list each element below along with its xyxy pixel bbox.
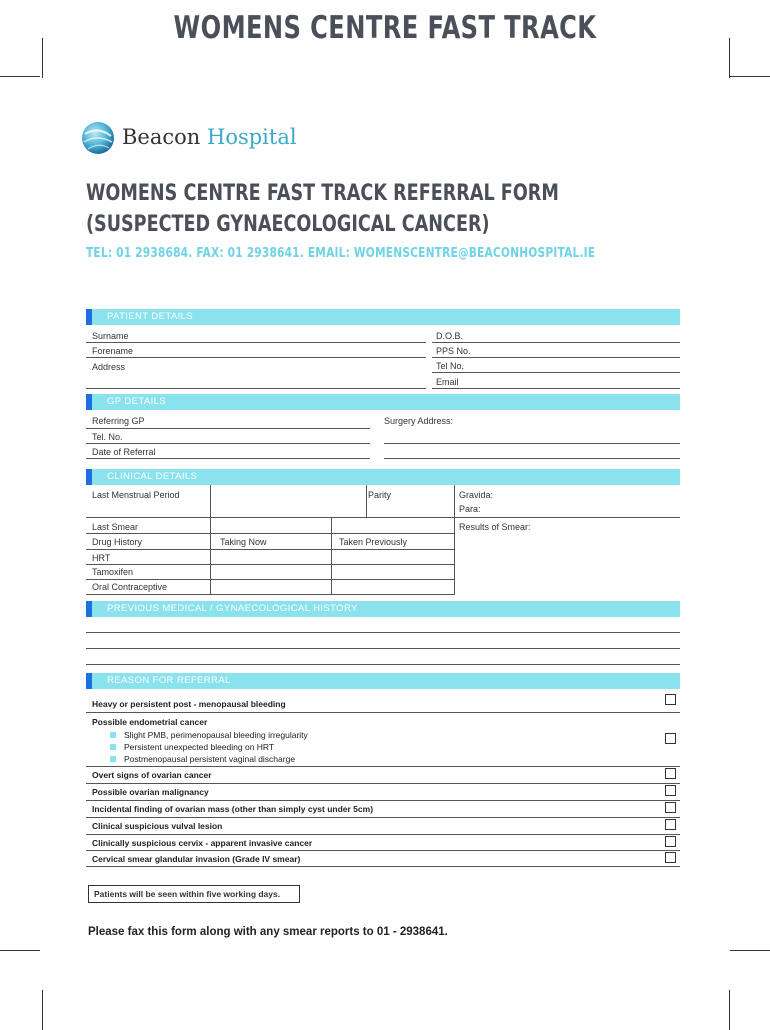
crop-mark — [42, 38, 43, 78]
divider — [86, 783, 680, 784]
reason-subitem-text: Persistent unexpected bleeding on HRT — [124, 742, 275, 752]
section-marker — [86, 394, 92, 410]
bullet-icon — [110, 732, 116, 738]
beacon-hospital-logo — [80, 120, 300, 156]
bullet-icon — [110, 756, 116, 762]
section-heading: GP DETAILS — [107, 396, 167, 407]
section-marker — [86, 673, 92, 689]
reason-checkbox-3[interactable] — [665, 768, 676, 779]
crop-mark — [0, 76, 40, 77]
crop-mark — [729, 38, 730, 78]
reason-checkbox-7[interactable] — [665, 836, 676, 847]
reason-checkbox-2[interactable] — [665, 733, 676, 744]
email-label: Email — [436, 377, 459, 387]
para-label: Para: — [459, 504, 481, 514]
reason-checkbox-5[interactable] — [665, 802, 676, 813]
gravida-label: Gravida: — [459, 490, 494, 500]
hrt-label: HRT — [92, 553, 111, 563]
reason-item-7: Clinically suspicious cervix - apparent invasive cancer — [92, 838, 313, 848]
section-reason-for-referral — [86, 673, 680, 689]
divider — [86, 766, 680, 767]
section-marker — [86, 601, 92, 617]
bullet-icon — [110, 744, 116, 750]
globe-icon — [80, 120, 116, 156]
reason-item-4: Possible ovarian malignancy — [92, 787, 209, 797]
reason-subitem-text: Postmenopausal persistent vaginal discharge — [124, 754, 296, 764]
divider — [86, 800, 680, 801]
results-of-smear-label: Results of Smear: — [459, 522, 531, 532]
section-marker — [86, 309, 92, 325]
contact-line: TEL: 01 2938684. FAX: 01 2938641. EMAIL: WOMENSCENTRE@BEACONHOSPITAL.IE — [86, 246, 596, 261]
lmp-label: Last Menstrual Period — [92, 490, 180, 500]
date-of-referral-line[interactable] — [86, 458, 370, 459]
surgery-address-line-2[interactable] — [384, 458, 680, 459]
section-heading: CLINICAL DETAILS — [107, 471, 198, 482]
grid-line — [86, 579, 454, 580]
gp-tel-line[interactable] — [86, 443, 370, 444]
section-heading: PREVIOUS MEDICAL / GYNAECOLOGICAL HISTORY — [107, 603, 358, 614]
divider — [86, 817, 680, 818]
date-of-referral-label: Date of Referral — [92, 447, 156, 457]
fax-instruction: Please fax this form along with any smear reports to 01 - 2938641. — [88, 926, 448, 938]
grid-line — [86, 594, 454, 595]
forename-line[interactable] — [86, 357, 426, 358]
logo-wordmark — [122, 125, 297, 149]
section-marker — [86, 469, 92, 485]
reason-checkbox-6[interactable] — [665, 819, 676, 830]
drug-history-label: Drug History — [92, 537, 143, 547]
email-line[interactable] — [432, 388, 680, 389]
grid-line — [86, 517, 454, 518]
reason-subitem — [110, 730, 308, 740]
section-heading: PATIENT DETAILS — [107, 311, 194, 322]
surgery-address-line[interactable] — [384, 443, 680, 444]
surname-label: Surname — [92, 331, 129, 341]
divider — [86, 712, 680, 713]
dob-label: D.O.B. — [436, 331, 464, 341]
section-clinical-details — [86, 469, 680, 485]
reason-item-6: Clinical suspicious vulval lesion — [92, 821, 223, 831]
reason-subitem-text: Slight PMB, perimenopausal bleeding irregularity — [124, 730, 308, 740]
taken-previously-label: Taken Previously — [339, 537, 408, 547]
reason-checkbox-4[interactable] — [665, 785, 676, 796]
reason-subitem — [110, 754, 295, 764]
gp-tel-label: Tel. No. — [92, 432, 123, 442]
surname-line[interactable] — [86, 342, 426, 343]
logo-word-beacon: Beacon — [122, 125, 201, 149]
reason-item-3: Overt signs of ovarian cancer — [92, 770, 212, 780]
logo-word-hospital: Hospital — [207, 125, 297, 149]
surgery-address-label: Surgery Address: — [384, 416, 454, 426]
grid-line — [454, 517, 680, 518]
form-title-line2: (SUSPECTED GYNAECOLOGICAL CANCER) — [86, 212, 490, 237]
divider — [86, 850, 680, 851]
tamoxifen-label: Tamoxifen — [92, 567, 134, 577]
section-previous-history — [86, 601, 680, 617]
referring-gp-line[interactable] — [86, 428, 370, 429]
reason-checkbox-8[interactable] — [665, 852, 676, 863]
address-line[interactable] — [86, 388, 426, 389]
reason-item-5: Incidental finding of ovarian mass (other than simply cyst under 5cm) — [92, 804, 374, 814]
history-line-3[interactable] — [86, 664, 680, 665]
reason-item-1: Heavy or persistent post - menopausal bleeding — [92, 699, 286, 709]
crop-mark — [730, 950, 770, 951]
crop-mark — [730, 76, 770, 77]
forename-label: Forename — [92, 346, 134, 356]
taking-now-label: Taking Now — [220, 537, 267, 547]
section-heading: REASON FOR REFERRAL — [107, 675, 231, 686]
pps-label: PPS No. — [436, 346, 471, 356]
tel-line[interactable] — [432, 372, 680, 373]
parity-label: Parity — [368, 490, 392, 500]
divider — [86, 834, 680, 835]
notice-box: Patients will be seen within five working days. — [88, 885, 300, 903]
last-smear-label: Last Smear — [92, 522, 139, 532]
grid-line — [86, 549, 454, 550]
reason-item-8: Cervical smear glandular invasion (Grade IV smear) — [92, 854, 301, 864]
form-title — [86, 178, 559, 240]
address-label: Address — [92, 362, 126, 372]
grid-line — [454, 485, 455, 595]
section-patient-details — [86, 309, 680, 325]
referring-gp-label: Referring GP — [92, 416, 145, 426]
oral-contraceptive-label: Oral Contraceptive — [92, 582, 168, 592]
form-title-line1: WOMENS CENTRE FAST TRACK REFERRAL FORM — [86, 181, 559, 206]
reason-item-2: Possible endometrial cancer — [92, 717, 208, 727]
grid-line — [366, 485, 367, 517]
page-title: WOMENS CENTRE FAST TRACK — [173, 10, 597, 46]
grid-line — [331, 517, 332, 595]
crop-mark — [729, 990, 730, 1030]
dob-line[interactable] — [432, 342, 680, 343]
pps-line[interactable] — [432, 357, 680, 358]
crop-mark — [42, 990, 43, 1030]
reason-checkbox-1[interactable] — [665, 694, 676, 705]
section-gp-details — [86, 394, 680, 410]
crop-mark — [0, 950, 40, 951]
grid-line — [86, 533, 454, 534]
history-line-2[interactable] — [86, 648, 680, 649]
reason-subitem — [110, 742, 274, 752]
history-line-1[interactable] — [86, 632, 680, 633]
tel-label: Tel No. — [436, 361, 465, 371]
grid-line — [86, 564, 454, 565]
divider — [86, 866, 680, 867]
